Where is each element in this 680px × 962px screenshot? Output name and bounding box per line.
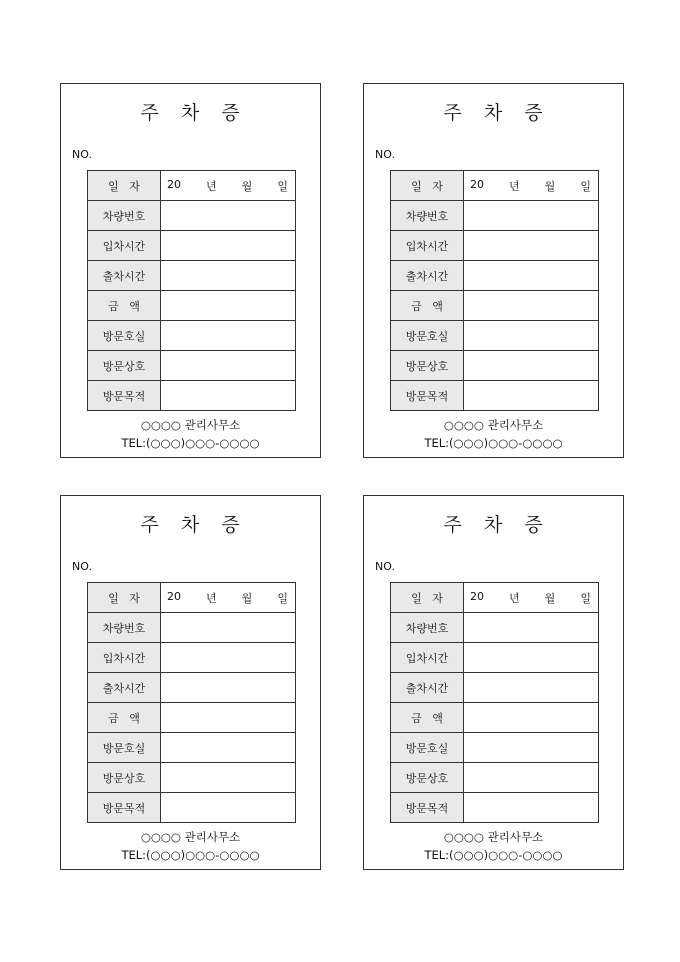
exit-time-field[interactable]: [161, 261, 296, 291]
table-row: [88, 733, 296, 763]
management-office-name: ○○○○ 관리사무소: [443, 418, 544, 432]
table-row: [391, 643, 599, 673]
visit-purpose-field[interactable]: [161, 381, 296, 411]
vehicle-number-field[interactable]: [161, 201, 296, 231]
table-row: [391, 381, 599, 411]
visit-company-field[interactable]: [464, 351, 599, 381]
date-label: 일 자: [88, 171, 161, 201]
visit-purpose-field[interactable]: [464, 793, 599, 823]
visit-purpose-field[interactable]: [161, 793, 296, 823]
exit-time-label: 출차시간: [391, 261, 464, 291]
table-row: [88, 583, 296, 613]
visit-company-label: 방문상호: [391, 763, 464, 793]
table-row: [391, 291, 599, 321]
year-prefix: 20: [167, 589, 181, 603]
table-row: [88, 171, 296, 201]
visit-room-label: 방문호실: [391, 321, 464, 351]
ticket-title: 주 차 증: [140, 102, 241, 124]
visit-purpose-label: 방문목적: [88, 381, 161, 411]
table-row: [391, 793, 599, 823]
parking-ticket: [363, 83, 624, 458]
amount-label: 금 액: [391, 703, 464, 733]
office-phone: TEL:(○○○)○○○-○○○○: [424, 436, 563, 450]
table-row: [391, 321, 599, 351]
management-office-name: ○○○○ 관리사무소: [140, 418, 241, 432]
visit-purpose-label: 방문목적: [391, 381, 464, 411]
entry-time-label: 입차시간: [88, 643, 161, 673]
visit-company-field[interactable]: [161, 351, 296, 381]
table-row: [88, 673, 296, 703]
date-field[interactable]: [161, 171, 296, 201]
exit-time-label: 출차시간: [391, 673, 464, 703]
visit-company-label: 방문상호: [88, 351, 161, 381]
ticket-title: 주 차 증: [443, 102, 544, 124]
vehicle-number-field[interactable]: [464, 201, 599, 231]
date-field[interactable]: [464, 171, 599, 201]
entry-time-field[interactable]: [161, 231, 296, 261]
vehicle-number-field[interactable]: [161, 613, 296, 643]
entry-time-field[interactable]: [464, 231, 599, 261]
day-unit: 일: [580, 179, 591, 193]
table-row: [391, 201, 599, 231]
year-unit: 년: [206, 591, 217, 605]
visit-room-field[interactable]: [161, 321, 296, 351]
table-row: [88, 793, 296, 823]
visit-purpose-label: 방문목적: [88, 793, 161, 823]
visit-room-field[interactable]: [464, 321, 599, 351]
date-label: 일 자: [391, 171, 464, 201]
amount-field[interactable]: [464, 291, 599, 321]
exit-time-label: 출차시간: [88, 261, 161, 291]
parking-ticket: [60, 83, 321, 458]
year-prefix: 20: [470, 177, 484, 191]
ticket-number-label: NO.: [72, 148, 92, 161]
visit-room-label: 방문호실: [88, 733, 161, 763]
date-label: 일 자: [391, 583, 464, 613]
table-row: [391, 763, 599, 793]
table-row: [88, 261, 296, 291]
table-row: [88, 201, 296, 231]
ticket-number-label: NO.: [72, 560, 92, 573]
ticket-number-label: NO.: [375, 560, 395, 573]
management-office-name: ○○○○ 관리사무소: [140, 830, 241, 844]
year-prefix: 20: [470, 589, 484, 603]
table-row: [391, 703, 599, 733]
office-phone: TEL:(○○○)○○○-○○○○: [121, 436, 260, 450]
table-row: [391, 583, 599, 613]
day-unit: 일: [580, 591, 591, 605]
exit-time-field[interactable]: [464, 261, 599, 291]
exit-time-label: 출차시간: [88, 673, 161, 703]
table-row: [391, 231, 599, 261]
year-unit: 년: [206, 179, 217, 193]
ticket-form-table: [87, 582, 296, 823]
table-row: [88, 703, 296, 733]
month-unit: 월: [544, 591, 556, 605]
month-unit: 월: [544, 179, 556, 193]
exit-time-field[interactable]: [464, 673, 599, 703]
amount-label: 금 액: [391, 291, 464, 321]
parking-ticket: [60, 495, 321, 870]
table-row: [88, 763, 296, 793]
vehicle-number-label: 차량번호: [391, 201, 464, 231]
entry-time-field[interactable]: [464, 643, 599, 673]
table-row: [391, 673, 599, 703]
table-row: [391, 613, 599, 643]
year-unit: 년: [509, 591, 520, 605]
year-prefix: 20: [167, 177, 181, 191]
table-row: [88, 643, 296, 673]
amount-field[interactable]: [161, 291, 296, 321]
ticket-title: 주 차 증: [140, 514, 241, 536]
date-field[interactable]: [464, 583, 599, 613]
vehicle-number-label: 차량번호: [88, 613, 161, 643]
ticket-form-table: [390, 170, 599, 411]
table-row: [391, 351, 599, 381]
ticket-number-label: NO.: [375, 148, 395, 161]
table-row: [88, 321, 296, 351]
vehicle-number-label: 차량번호: [88, 201, 161, 231]
visit-room-field[interactable]: [161, 733, 296, 763]
office-phone: TEL:(○○○)○○○-○○○○: [121, 848, 260, 862]
entry-time-field[interactable]: [161, 643, 296, 673]
year-unit: 년: [509, 179, 520, 193]
visit-room-label: 방문호실: [391, 733, 464, 763]
month-unit: 월: [241, 179, 253, 193]
management-office-name: ○○○○ 관리사무소: [443, 830, 544, 844]
visit-company-field[interactable]: [161, 763, 296, 793]
entry-time-label: 입차시간: [88, 231, 161, 261]
ticket-form-table: [390, 582, 599, 823]
office-phone: TEL:(○○○)○○○-○○○○: [424, 848, 563, 862]
date-field[interactable]: [161, 583, 296, 613]
visit-purpose-field[interactable]: [464, 381, 599, 411]
visit-company-label: 방문상호: [391, 351, 464, 381]
table-row: [88, 613, 296, 643]
amount-label: 금 액: [88, 703, 161, 733]
visit-room-field[interactable]: [464, 733, 599, 763]
parking-ticket: [363, 495, 624, 870]
visit-purpose-label: 방문목적: [391, 793, 464, 823]
amount-field[interactable]: [161, 703, 296, 733]
table-row: [88, 351, 296, 381]
day-unit: 일: [277, 179, 288, 193]
exit-time-field[interactable]: [161, 673, 296, 703]
table-row: [391, 261, 599, 291]
ticket-form-table: [87, 170, 296, 411]
visit-company-label: 방문상호: [88, 763, 161, 793]
date-label: 일 자: [88, 583, 161, 613]
visit-room-label: 방문호실: [88, 321, 161, 351]
vehicle-number-field[interactable]: [464, 613, 599, 643]
day-unit: 일: [277, 591, 288, 605]
table-row: [391, 733, 599, 763]
entry-time-label: 입차시간: [391, 643, 464, 673]
entry-time-label: 입차시간: [391, 231, 464, 261]
table-row: [88, 231, 296, 261]
amount-field[interactable]: [464, 703, 599, 733]
month-unit: 월: [241, 591, 253, 605]
vehicle-number-label: 차량번호: [391, 613, 464, 643]
table-row: [391, 171, 599, 201]
visit-company-field[interactable]: [464, 763, 599, 793]
table-row: [88, 291, 296, 321]
amount-label: 금 액: [88, 291, 161, 321]
ticket-title: 주 차 증: [443, 514, 544, 536]
table-row: [88, 381, 296, 411]
